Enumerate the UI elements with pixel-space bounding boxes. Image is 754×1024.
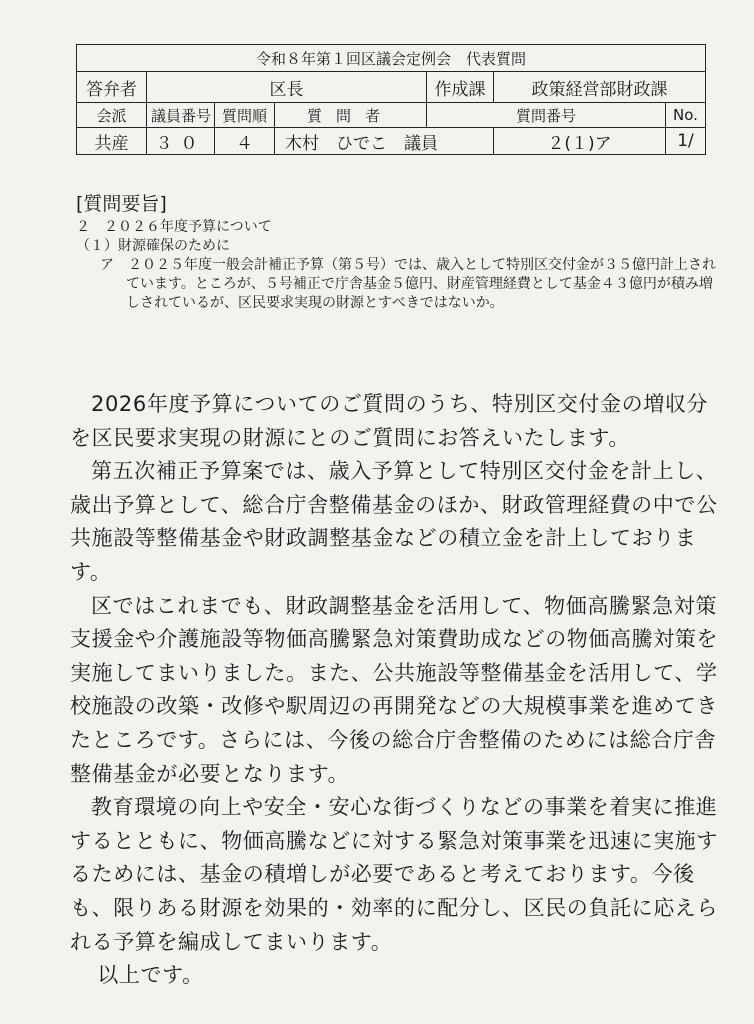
answer-paragraph: 第五次補正予算案では、歳入予算として特別区交付金を計上し、歳出予算として、総合庁舎整備基金のほか、財政管理経費の中で公共施設等整備基金や財政調整基金などの積立金を計上しております。 (70, 459, 718, 584)
question-no-label: 質問番号 (427, 103, 666, 128)
questioner-value: 木村 ひでこ 議員 (275, 128, 494, 155)
summary-item: ア ２０２５年度一般会計補正予算（第５号）では、歳入として特別区交付金が３５億円計上されています。ところが、５号補正で庁舎基金５億円、財産管理経費として基金４３億円が積み増しされているが、区民要求実現の財源とすべきではないか。 (100, 257, 716, 311)
member-no-value: ３０ (147, 128, 215, 155)
party-label: 会派 (77, 103, 147, 128)
answer-paragraph: 教育環境の向上や安全・安心な街づくりなどの事業を着実に推進するとともに、物価高騰などに対する緊急対策事業を迅速に実施するためには、基金の積増しが必要であると考えております。今後も、限りある財源を効果的・効率的に配分し、区民の負託に応えられる予算を編成してまいります。 (70, 795, 718, 954)
question-summary (76, 192, 716, 313)
party-value: 共産 (77, 128, 147, 155)
question-no-value: ２(１)ア (494, 128, 666, 155)
dept-label: 作成課 (427, 72, 494, 103)
answer-paragraph: 2026年度予算についてのご質問のうち、特別区交付金の増収分を区民要求実現の財源にとのご質問にお答えいたします。 (70, 392, 709, 450)
answer-closing: 以上です。 (97, 963, 204, 988)
summary-line-subtopic: （１）財源確保のために (76, 238, 230, 254)
summary-line-topic: ２ ２０２６年度予算について (76, 219, 272, 235)
answer-body (70, 388, 720, 993)
answerer-label: 答弁者 (77, 72, 147, 103)
no-label: No. (666, 103, 706, 128)
header-table (76, 44, 706, 155)
header-title: 令和８年第１回区議会定例会 代表質問 (77, 45, 706, 72)
answerer-value: 区長 (147, 72, 427, 103)
summary-heading: [質問要旨] (76, 193, 167, 215)
order-label: 質問順 (215, 103, 275, 128)
questioner-label: 質問者 (275, 103, 427, 128)
member-no-label: 議員番号 (147, 103, 215, 128)
order-value: ４ (215, 128, 275, 155)
answer-paragraph: 区ではこれまでも、財政調整基金を活用して、物価高騰緊急対策支援金や介護施設等物価高騰緊急対策費助成などの物価高騰対策を実施してまいりました。また、公共施設等整備基金を活用して、学校施設の改築・改修や駅周辺の再開発などの大規模事業を進めてきたところです。さらには、今後の総合庁舎整備のためには総合庁舎整備基金が必要となります。 (70, 593, 718, 786)
no-value: 1/ (666, 128, 706, 155)
dept-value: 政策経営部財政課 (494, 72, 706, 103)
